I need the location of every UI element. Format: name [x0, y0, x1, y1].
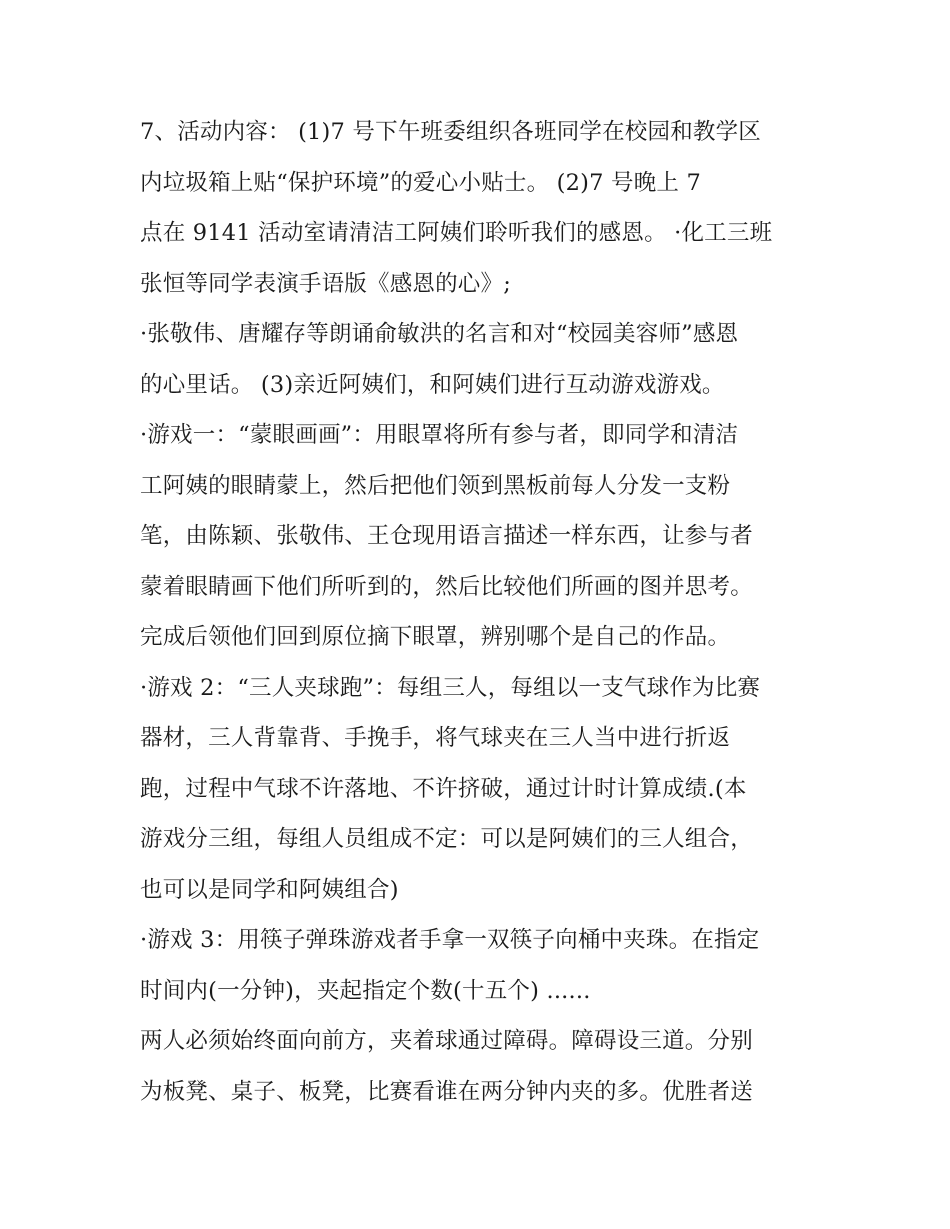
text-line: 游戏分三组，每组人员组成不定：可以是阿姨们的三人组合， [140, 826, 753, 852]
text-line: ·张敬伟、唐耀存等朗诵俞敏洪的名言和对“校园美容师”感恩 [140, 321, 739, 347]
text-line: 张恒等同学表演手语版《感恩的心》; [140, 270, 511, 297]
text-line: 器材，三人背靠背、手挽手，将气球夹在三人当中进行折返 [140, 725, 731, 751]
text-line: ·游戏 2：“三人夹球跑”：每组三人，每组以一支气球作为比赛 [140, 674, 761, 701]
text-line: 笔，由陈颖、张敬伟、王仓现用语言描述一样东西，让参与者 [140, 523, 753, 549]
text-line: 跑，过程中气球不许落地、不许挤破，通过计时计算成绩.(本 [140, 775, 747, 802]
text-line: 也可以是同学和阿姨组合) [140, 876, 399, 903]
text-line: ·游戏一：“蒙眼画画”：用眼罩将所有参与者，即同学和清洁 [140, 422, 739, 448]
text-line: 两人必须始终面向前方，夹着球通过障碍。障碍设三道。分别 [140, 1028, 753, 1054]
text-line: 工阿姨的眼睛蒙上，然后把他们领到黑板前每人分发一支粉 [140, 472, 731, 499]
text-line: 蒙着眼睛画下他们所听到的，然后比较他们所画的图并思考。 [140, 573, 753, 600]
text-line: 内垃圾箱上贴“保护环境”的爱心小贴士。 (2)7 号晚上 7 [140, 169, 701, 196]
text-line: 为板凳、桌子、板凳，比赛看谁在两分钟内夹的多。优胜者送 [140, 1078, 753, 1105]
text-line: 时间内(一分钟)，夹起指定个数(十五个) ...... [140, 977, 591, 1004]
document-body [140, 107, 840, 1117]
text-line: 7、活动内容： (1)7 号下午班委组织各班同学在校园和教学区 [140, 119, 762, 145]
text-line: 完成后领他们回到原位摘下眼罩，辨别哪个是自己的作品。 [140, 624, 731, 650]
text-line: 的心里话。 (3)亲近阿姨们，和阿姨们进行互动游戏游戏。 [140, 371, 725, 398]
text-line: 点在 9141 活动室请清洁工阿姨们聆听我们的感恩。 ·化工三班 [140, 220, 773, 246]
text-line: ·游戏 3：用筷子弹珠游戏者手拿一双筷子向桶中夹珠。在指定 [140, 927, 760, 953]
